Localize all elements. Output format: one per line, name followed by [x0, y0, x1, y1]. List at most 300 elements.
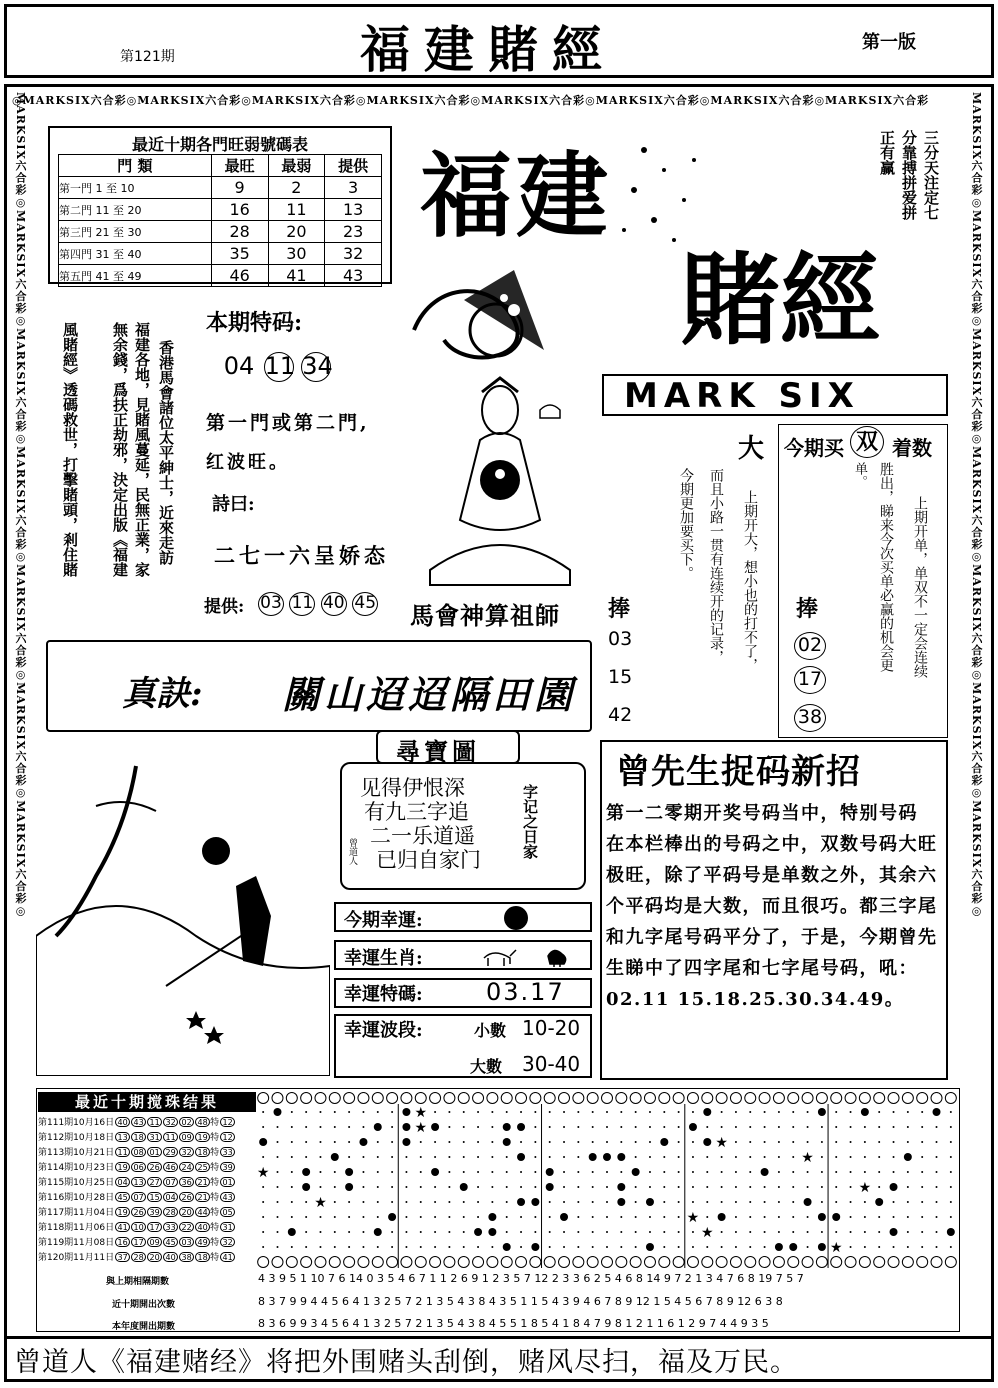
grid-dot — [520, 1111, 522, 1113]
result-ball: 10 — [131, 1222, 146, 1232]
grid-dot — [663, 1246, 665, 1248]
grid-dot — [878, 1141, 880, 1143]
grid-dot — [362, 1216, 364, 1218]
grid-dot — [577, 1186, 579, 1188]
grid-number-ball — [387, 1093, 398, 1104]
grid-dot — [792, 1111, 794, 1113]
grid-number-ball — [845, 1257, 856, 1268]
grid-dot — [448, 1141, 450, 1143]
zodiac-icons — [478, 942, 578, 968]
grid-dot — [305, 1246, 307, 1248]
footer-text: 曾道人《福建赌经》将把外围赌头刮倒，赌风尽扫，福及万民。 — [14, 1347, 798, 1378]
grid-dot — [291, 1111, 293, 1113]
grid-number-ball — [444, 1257, 455, 1268]
special-numbers — [222, 352, 331, 383]
grid-dot — [692, 1186, 694, 1188]
hit-marker — [904, 1153, 912, 1161]
provide-number: 45 — [352, 592, 378, 616]
grid-dot — [319, 1216, 321, 1218]
grid-number-ball — [329, 1257, 340, 1268]
grid-dot — [362, 1246, 364, 1248]
grid-dot — [778, 1141, 780, 1143]
grid-dot — [663, 1216, 665, 1218]
hit-marker — [288, 1228, 296, 1236]
grid-dot — [276, 1126, 278, 1128]
grid-dot — [936, 1126, 938, 1128]
grid-dot — [635, 1201, 637, 1203]
grid-dot — [907, 1186, 909, 1188]
grid-dot — [506, 1201, 508, 1203]
lucky-ball — [504, 906, 528, 930]
grid-dot — [405, 1171, 407, 1173]
grid-dot — [649, 1171, 651, 1173]
grid-dot — [477, 1246, 479, 1248]
grid-dot — [563, 1141, 565, 1143]
result-ball: 25 — [195, 1162, 210, 1172]
result-row: 第117期11月04日 19 26 39 28 20 44 特 05 — [38, 1205, 235, 1218]
hit-marker — [302, 1168, 310, 1176]
grid-dot — [334, 1111, 336, 1113]
grid-dot — [334, 1141, 336, 1143]
grid-dot — [434, 1186, 436, 1188]
grid-dot — [463, 1126, 465, 1128]
result-ball: 41 — [115, 1222, 130, 1232]
grid-number-ball — [816, 1257, 827, 1268]
grid-number-ball — [773, 1257, 784, 1268]
right-band: MARKSIX六合彩◎MARKSIX六合彩◎MARKSIX六合彩◎MARKSIX六合彩◎MARKSIX六合彩◎MARKSIX六合彩◎MARKSIX六合彩◎ — [970, 92, 983, 919]
result-ball: 48 — [195, 1117, 210, 1127]
grid-dot — [835, 1111, 837, 1113]
grid-dot — [319, 1231, 321, 1233]
grid-dot — [391, 1201, 393, 1203]
gate-range: 31 至 40 — [95, 247, 142, 261]
grid-dot — [491, 1201, 493, 1203]
stat-row: 8 3 7 9 9 4 4 5 6 4 1 3 2 5 7 2 1 3 5 4 3 8 4 3 5 1 1 5 4 3 9 4 6 7 8 9 12 1 5 4 5 6 7 8 9 12 6 3 8 — [258, 1295, 783, 1308]
peng1-num: 15 — [608, 666, 633, 688]
grid-number-ball — [272, 1257, 283, 1268]
grid-dot — [721, 1201, 723, 1203]
grid-dot — [291, 1201, 293, 1203]
grid-dot — [878, 1171, 880, 1173]
hit-marker — [402, 1138, 410, 1146]
special-marker: ★ — [686, 1210, 700, 1226]
grid-dot — [835, 1231, 837, 1233]
hit-marker — [345, 1183, 353, 1191]
grid-dot — [592, 1126, 594, 1128]
grid-dot — [262, 1186, 264, 1188]
grid-dot — [577, 1111, 579, 1113]
grid-number-ball — [702, 1093, 713, 1104]
stat-row: 8 3 6 9 9 3 4 5 6 4 1 3 2 5 7 2 1 3 5 4 3 8 4 5 5 1 8 5 4 1 8 4 7 9 8 1 2 1 1 6 1 2 9 7 4 4 9 3 5 — [258, 1317, 769, 1330]
grid-dot — [635, 1186, 637, 1188]
grid-dot — [377, 1186, 379, 1188]
result-ball: 21 — [195, 1177, 210, 1187]
grid-dot — [262, 1231, 264, 1233]
grid-dot — [448, 1201, 450, 1203]
grid-dot — [821, 1186, 823, 1188]
hit-marker — [431, 1123, 439, 1131]
master-caption: 馬會神算祖師 — [410, 601, 560, 630]
grid-dot — [348, 1231, 350, 1233]
result-ball: 39 — [147, 1207, 162, 1217]
result-ball: 18 — [195, 1252, 210, 1262]
min-cell: 20 — [268, 221, 325, 243]
grid-dot — [850, 1126, 852, 1128]
result-issue: 第119期11月08日 — [38, 1238, 115, 1248]
grid-dot — [262, 1216, 264, 1218]
result-special: 39 — [220, 1162, 235, 1172]
grid-dot — [334, 1171, 336, 1173]
grid-dot — [491, 1156, 493, 1158]
grid-dot — [305, 1231, 307, 1233]
grid-dot — [577, 1231, 579, 1233]
grid-dot — [678, 1246, 680, 1248]
grid-dot — [291, 1216, 293, 1218]
grid-dot — [506, 1171, 508, 1173]
hit-marker — [374, 1228, 382, 1236]
hit-marker — [546, 1168, 554, 1176]
lucky-zodiac-label: 幸運生肖: — [344, 948, 423, 969]
grid-dot — [663, 1186, 665, 1188]
grid-number-ball — [874, 1093, 885, 1104]
grid-dot — [936, 1246, 938, 1248]
result-row: 第115期10月25日 04 13 27 07 36 21 特 01 — [38, 1175, 235, 1188]
grid-dot — [463, 1156, 465, 1158]
special-number: 34 — [302, 352, 333, 380]
hit-marker — [703, 1138, 711, 1146]
grid-number-ball — [415, 1257, 426, 1268]
grid-dot — [706, 1186, 708, 1188]
master-illustration — [420, 370, 580, 590]
grid-number-ball — [673, 1257, 684, 1268]
grid-dot — [764, 1201, 766, 1203]
min-cell: 30 — [268, 243, 325, 265]
edition-label: 第一版 — [862, 32, 916, 53]
stat-label: 近十期開出次數 — [112, 1300, 176, 1310]
grid-dot — [835, 1171, 837, 1173]
gate-name: 第四門 — [59, 247, 92, 261]
grid-dot — [635, 1141, 637, 1143]
grid-dot — [534, 1231, 536, 1233]
left-band: MARKSIX六合彩◎MARKSIX六合彩◎MARKSIX六合彩◎MARKSIX六合彩◎MARKSIX六合彩◎MARKSIX六合彩◎MARKSIX六合彩◎ — [14, 92, 27, 919]
hit-marker — [503, 1123, 511, 1131]
buy-col-d: 胜出，睇来今次买单必赢的机会更 — [878, 462, 894, 672]
grid-dot — [907, 1171, 909, 1173]
grid-dot — [692, 1201, 694, 1203]
grid-dot — [663, 1201, 665, 1203]
grid-dot — [706, 1201, 708, 1203]
grid-number-ball — [888, 1093, 899, 1104]
grid-number-ball — [831, 1093, 842, 1104]
grid-dot — [950, 1201, 952, 1203]
grid-dot — [606, 1246, 608, 1248]
hit-marker — [617, 1198, 625, 1206]
result-ball: 17 — [147, 1222, 162, 1232]
grid-dot — [463, 1216, 465, 1218]
gate-name: 第三門 — [59, 225, 92, 239]
buy-circled: 双 — [850, 426, 884, 458]
grid-number-ball — [730, 1093, 741, 1104]
grid-dot — [592, 1231, 594, 1233]
grid-dot — [549, 1126, 551, 1128]
hit-marker — [804, 1198, 812, 1206]
grid-dot — [764, 1231, 766, 1233]
grid-dot — [678, 1231, 680, 1233]
grid-dot — [276, 1201, 278, 1203]
grid-dot — [506, 1186, 508, 1188]
grid-dot — [893, 1156, 895, 1158]
grid-dot — [577, 1246, 579, 1248]
grid-dot — [362, 1171, 364, 1173]
grid-dot — [577, 1141, 579, 1143]
grid-dot — [864, 1231, 866, 1233]
hit-marker — [947, 1228, 955, 1236]
special-marker: ★ — [256, 1165, 270, 1181]
grid-dot — [721, 1126, 723, 1128]
provide-number: 40 — [321, 592, 347, 616]
grid-dot — [792, 1201, 794, 1203]
grid-dot — [778, 1231, 780, 1233]
grid-dot — [792, 1141, 794, 1143]
masthead-slogan: 三分天注定七分靠搏拼爱拼正有赢 — [878, 130, 940, 220]
result-ball: 08 — [131, 1147, 146, 1157]
grid-dot — [649, 1231, 651, 1233]
result-row: 第116期10月28日 45 07 15 04 26 21 特 43 — [38, 1190, 235, 1203]
grid-number-ball — [917, 1257, 928, 1268]
grid-dot — [534, 1186, 536, 1188]
hit-marker — [431, 1168, 439, 1176]
hit-marker — [890, 1183, 898, 1191]
result-ball: 11 — [115, 1147, 130, 1157]
result-ball: 36 — [179, 1177, 194, 1187]
hit-marker — [517, 1153, 525, 1161]
grid-dot — [749, 1201, 751, 1203]
intro-col-3: 福建各地，見賭風蔓延，民無正業，家 — [133, 322, 151, 577]
intro-col-4: 香港馬會諸位太平紳士，近來走訪 — [157, 340, 175, 565]
grid-dot — [491, 1141, 493, 1143]
col-header-gate: 門 類 — [59, 155, 212, 177]
grid-dot — [420, 1171, 422, 1173]
grid-dot — [434, 1201, 436, 1203]
grid-dot — [534, 1126, 536, 1128]
grid-dot — [649, 1186, 651, 1188]
result-row: 第119期11月08日 16 17 09 45 03 49 特 32 — [38, 1235, 235, 1248]
grid-dot — [606, 1126, 608, 1128]
grid-dot — [821, 1126, 823, 1128]
grid-dot — [348, 1216, 350, 1218]
min-cell: 41 — [268, 265, 325, 287]
grid-dot — [506, 1156, 508, 1158]
grid-dot — [420, 1186, 422, 1188]
hit-marker — [818, 1213, 826, 1221]
hit-marker — [646, 1198, 654, 1206]
result-row: 第113期10月21日 11 08 01 29 32 18 特 33 — [38, 1145, 235, 1158]
grid-dot — [377, 1111, 379, 1113]
grid-dot — [348, 1126, 350, 1128]
grid-dot — [291, 1186, 293, 1188]
grid-number-ball — [859, 1257, 870, 1268]
hit-marker — [789, 1243, 797, 1251]
grid-dot — [936, 1141, 938, 1143]
hit-marker — [503, 1243, 511, 1251]
treasure-title: 尋寶圖 — [396, 737, 480, 766]
grid-dot — [735, 1216, 737, 1218]
grid-dot — [448, 1156, 450, 1158]
grid-dot — [334, 1231, 336, 1233]
hit-marker — [474, 1228, 482, 1236]
max-cell: 16 — [211, 199, 268, 221]
min-cell: 11 — [268, 199, 325, 221]
grid-dot — [577, 1201, 579, 1203]
grid-number-ball — [673, 1093, 684, 1104]
grid-dot — [276, 1246, 278, 1248]
grid-dot — [563, 1156, 565, 1158]
grid-dot — [735, 1231, 737, 1233]
grid-dot — [878, 1111, 880, 1113]
grid-dot — [606, 1111, 608, 1113]
grid-dot — [348, 1111, 350, 1113]
grid-dot — [921, 1201, 923, 1203]
lucky-small-value: 10-20 — [522, 1016, 581, 1040]
special-line-1: 第一門或第二門, — [206, 412, 370, 434]
grid-dot — [262, 1156, 264, 1158]
grid-dot — [778, 1186, 780, 1188]
grid-dot — [678, 1126, 680, 1128]
grid-dot — [878, 1186, 880, 1188]
grid-dot — [620, 1246, 622, 1248]
grid-dot — [635, 1216, 637, 1218]
gate-range: 1 至 10 — [95, 181, 135, 195]
hit-marker — [359, 1138, 367, 1146]
grid-number-ball — [587, 1257, 598, 1268]
result-ball: 18 — [131, 1132, 146, 1142]
grid-number-ball — [272, 1093, 283, 1104]
grid-dot — [348, 1141, 350, 1143]
table-row — [59, 243, 382, 265]
result-special: 33 — [220, 1147, 235, 1157]
grid-dot — [620, 1171, 622, 1173]
result-ball: 28 — [163, 1207, 178, 1217]
grid-dot — [807, 1186, 809, 1188]
treasure-line: 已归自家门 — [376, 848, 481, 872]
grid-dot — [434, 1156, 436, 1158]
result-issue: 第118期11月06日 — [38, 1223, 115, 1233]
col-header-max: 最旺 — [211, 155, 268, 177]
grid-dot — [377, 1171, 379, 1173]
hit-marker — [603, 1153, 611, 1161]
grid-dot — [520, 1141, 522, 1143]
grid-dot — [563, 1171, 565, 1173]
result-ball: 32 — [179, 1147, 194, 1157]
grid-dot — [276, 1171, 278, 1173]
special-marker: ★ — [314, 1195, 327, 1211]
grid-number-ball — [487, 1257, 498, 1268]
grid-dot — [463, 1231, 465, 1233]
grid-dot — [749, 1141, 751, 1143]
gate-range: 41 至 49 — [95, 269, 142, 283]
grid-dot — [850, 1246, 852, 1248]
landscape-illustration — [36, 746, 330, 1076]
grid-dot — [420, 1216, 422, 1218]
grid-dot — [305, 1141, 307, 1143]
grid-number-ball — [501, 1257, 512, 1268]
footer-rule — [4, 1336, 994, 1339]
grid-dot — [764, 1156, 766, 1158]
grid-dot — [678, 1201, 680, 1203]
grid-number-ball — [874, 1257, 885, 1268]
result-ball: 03 — [179, 1237, 194, 1247]
grid-dot — [362, 1111, 364, 1113]
grid-number-ball — [516, 1257, 527, 1268]
grid-dot — [276, 1156, 278, 1158]
hit-marker — [875, 1198, 883, 1206]
hit-marker — [818, 1243, 826, 1251]
grid-dot — [850, 1141, 852, 1143]
grid-dot — [764, 1126, 766, 1128]
gate-name: 第二門 — [59, 203, 92, 217]
grid-dot — [319, 1111, 321, 1113]
hit-marker — [689, 1123, 697, 1131]
grid-dot — [305, 1126, 307, 1128]
grid-dot — [420, 1231, 422, 1233]
buy-col-b: 而且小路一贯有连续开的记录， — [708, 468, 724, 664]
result-ball: 37 — [115, 1252, 130, 1262]
grid-dot — [692, 1171, 694, 1173]
result-ball: 02 — [179, 1117, 194, 1127]
grid-dot — [663, 1111, 665, 1113]
max-cell: 9 — [211, 177, 268, 199]
grid-dot — [262, 1246, 264, 1248]
grid-dot — [506, 1111, 508, 1113]
result-ball: 11 — [163, 1132, 178, 1142]
result-ball: 38 — [179, 1252, 194, 1262]
tip-cell: 3 — [325, 177, 382, 199]
result-ball: 40 — [195, 1222, 210, 1232]
grid-dot — [405, 1156, 407, 1158]
grid-number-ball — [788, 1257, 799, 1268]
result-ball: 09 — [179, 1132, 194, 1142]
grid-dot — [893, 1111, 895, 1113]
grid-number-ball — [315, 1257, 326, 1268]
grid-dot — [477, 1126, 479, 1128]
grid-number-ball — [687, 1093, 698, 1104]
result-special: 12 — [220, 1132, 235, 1142]
grid-dot — [291, 1141, 293, 1143]
result-ball: 26 — [131, 1207, 146, 1217]
grid-dot — [463, 1201, 465, 1203]
peng2-num: 17 — [794, 666, 826, 694]
grid-number-ball — [759, 1093, 770, 1104]
grid-dot — [692, 1231, 694, 1233]
grid-dot — [391, 1141, 393, 1143]
grid-dot — [807, 1141, 809, 1143]
grid-dot — [448, 1246, 450, 1248]
grid-dot — [821, 1156, 823, 1158]
grid-dot — [606, 1216, 608, 1218]
grid-dot — [420, 1141, 422, 1143]
grid-dot — [276, 1141, 278, 1143]
grid-dot — [893, 1201, 895, 1203]
grid-dot — [778, 1201, 780, 1203]
treasure-line: 有九三字追 — [364, 800, 469, 824]
hit-marker — [302, 1183, 310, 1191]
grid-dot — [936, 1171, 938, 1173]
grid-dot — [850, 1201, 852, 1203]
grid-dot — [692, 1156, 694, 1158]
result-ball: 45 — [163, 1237, 178, 1247]
grid-number-ball — [659, 1257, 670, 1268]
grid-dot — [434, 1111, 436, 1113]
